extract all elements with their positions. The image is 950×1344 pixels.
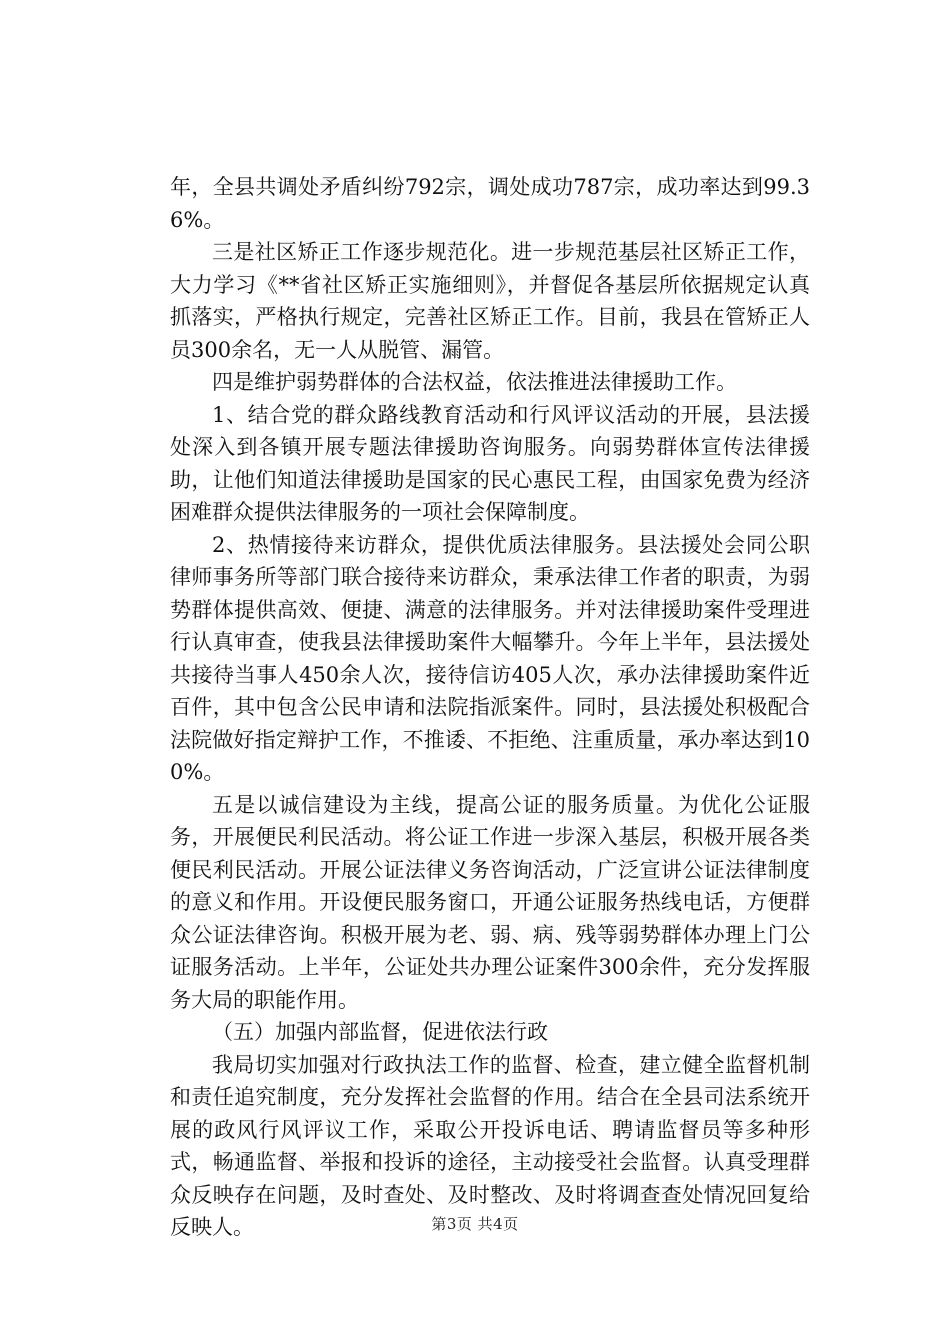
paragraph-continuation: 年，全县共调处矛盾纠纷792宗，调处成功787宗，成功率达到99.36%。 (170, 175, 810, 232)
paragraph-legal-aid-1: 1、结合党的群众路线教育活动和行风评议活动的开展，县法援处深入到各镇开展专题法律援助咨询服务。向弱势群体宣传法律援助，让他们知道法律援助是国家的民心惠民工程，由国家免费为经济困难群众提供法律服务的一项社会保障制度。 (170, 402, 810, 524)
paragraph-notary-service: 五是以诚信建设为主线，提高公证的服务质量。为优化公证服务，开展便民利民活动。将公证工作进一步深入基层，积极开展各类便民利民活动。开展公证法律义务咨询活动，广泛宣讲公证法律制度的意义和作用。开设便民服务窗口，开通公证服务热线电话，方便群众公证法律咨询。积极开展为老、弱、病、残等弱势群体办理上门公证服务活动。上半年，公证处共办理公证案件300余件，充分发挥服务大局的职能作用。 (170, 792, 810, 1012)
paragraph-community-correction: 三是社区矫正工作逐步规范化。进一步规范基层社区矫正工作，大力学习《**省社区矫正实施细则》，并督促各基层所依据规定认真抓落实，严格执行规定，完善社区矫正工作。目前，我县在管矫正人员300余名，无一人从脱管、漏管。 (170, 240, 810, 362)
paragraph-legal-aid-2: 2、热情接待来访群众，提供优质法律服务。县法援处会同公职律师事务所等部门联合接待来访群众，秉承法律工作者的职责，为弱势群体提供高效、便捷、满意的法律服务。并对法律援助案件受理进行认真审查，使我县法律援助案件大幅攀升。今年上半年，县法援处共接待当事人450余人次，接待信访405人次，承办法律援助案件近百件，其中包含公民申请和法院指派案件。同时，县法援处积极配合法院做好指定辩护工作，不推诿、不拒绝、注重质量，承办率达到100%。 (170, 532, 810, 784)
paragraph-supervision: 我局切实加强对行政执法工作的监督、检查，建立健全监督机制和责任追究制度，充分发挥社会监督的作用。结合在全县司法系统开展的政风行风评议工作，采取公开投诉电话、聘请监督员等多种形式，畅通监督、举报和投诉的途径，主动接受社会监督。认真受理群众反映存在问题，及时查处、及时整改、及时将调查查处情况回复给反映人。 (170, 1052, 810, 1239)
section-heading-internal-supervision: （五）加强内部监督，促进依法行政 (212, 1020, 548, 1044)
page-number-footer: 第3页 共4页 (431, 1215, 519, 1233)
document-body (170, 171, 810, 1244)
paragraph-vulnerable-groups: 四是维护弱势群体的合法权益，依法推进法律援助工作。 (212, 370, 737, 394)
